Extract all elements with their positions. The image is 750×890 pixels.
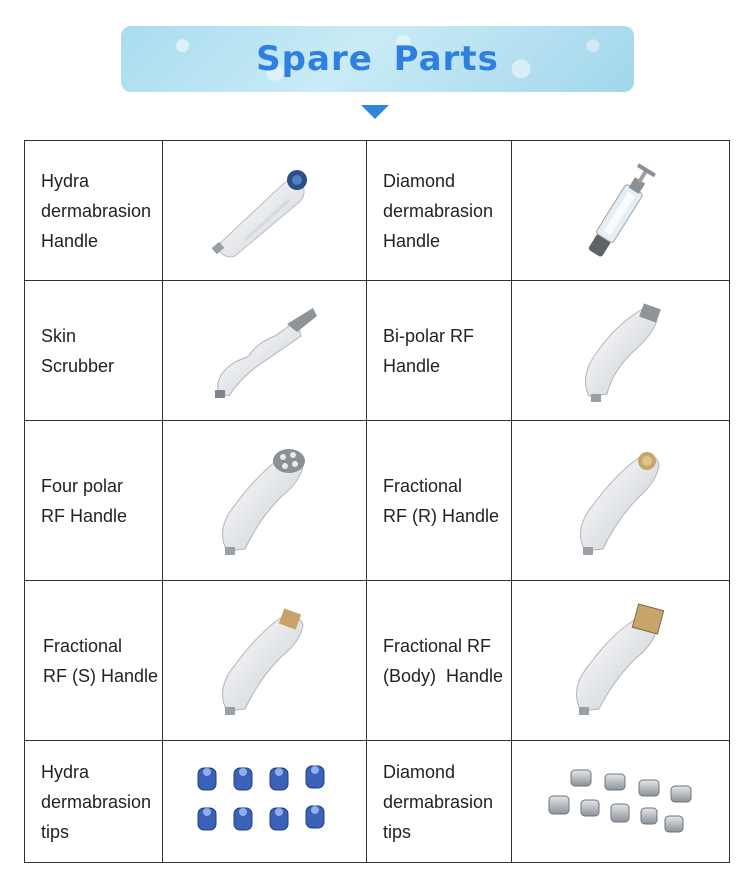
- skin-scrubber-icon: [205, 296, 325, 406]
- part-label-fractional-rf-body-handle: Fractional RF (Body) Handle: [367, 581, 512, 741]
- table-row: [25, 741, 730, 863]
- part-image-cell: [512, 141, 730, 281]
- part-label-fractional-rf-r-handle: Fractional RF (R) Handle: [367, 421, 512, 581]
- part-image-cell: [163, 741, 367, 863]
- table-row: [25, 141, 730, 281]
- part-image-cell: [163, 281, 367, 421]
- four-polar-rf-handle-icon: [205, 441, 325, 561]
- down-arrow-icon: [361, 105, 389, 119]
- diamond-tips-icon: [541, 762, 701, 842]
- title-banner: [121, 26, 634, 92]
- bipolar-rf-handle-icon: [561, 296, 681, 406]
- page-title: Spare Parts: [256, 39, 499, 79]
- part-label-skin-scrubber: Skin Scrubber: [25, 281, 163, 421]
- part-label-diamond-tips: Diamond dermabrasion tips: [367, 741, 512, 863]
- part-image-cell: [163, 581, 367, 741]
- hydra-handle-icon: [205, 156, 325, 266]
- table-row: [25, 421, 730, 581]
- spare-parts-table: [24, 140, 730, 863]
- part-image-cell: [512, 581, 730, 741]
- part-image-cell: [512, 741, 730, 863]
- part-image-cell: [512, 281, 730, 421]
- part-image-cell: [512, 421, 730, 581]
- diamond-handle-icon: [561, 155, 681, 267]
- part-label-hydra-tips: Hydra dermabrasion tips: [25, 741, 163, 863]
- part-label-bipolar-rf-handle: Bi-polar RF Handle: [367, 281, 512, 421]
- fractional-rf-body-handle-icon: [561, 601, 681, 721]
- part-label-hydra-handle: Hydra dermabrasion Handle: [25, 141, 163, 281]
- part-image-cell: [163, 421, 367, 581]
- fractional-rf-r-handle-icon: [561, 441, 681, 561]
- part-label-diamond-handle: Diamond dermabrasion Handle: [367, 141, 512, 281]
- part-label-fractional-rf-s-handle: Fractional RF (S) Handle: [25, 581, 163, 741]
- part-label-four-polar-rf-handle: Four polar RF Handle: [25, 421, 163, 581]
- hydra-tips-icon: [190, 762, 340, 842]
- table-row: [25, 281, 730, 421]
- table-row: [25, 581, 730, 741]
- fractional-rf-s-handle-icon: [205, 601, 325, 721]
- part-image-cell: [163, 141, 367, 281]
